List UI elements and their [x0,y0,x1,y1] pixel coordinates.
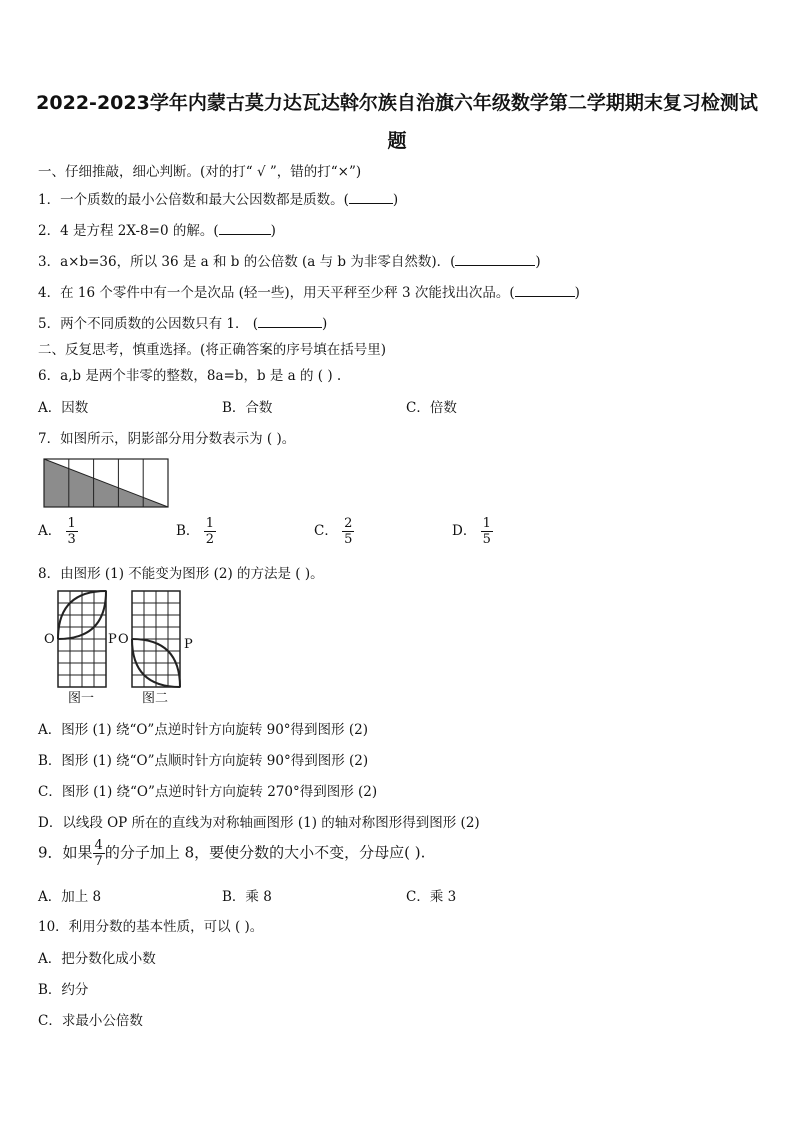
question-9: 9．如果 $\frac{4}{7}$ 的分子加上 8，要使分数的大小不变，分母应( ). [38,838,426,869]
q8-grid-figures [40,588,220,706]
q7-option-c[interactable]: C． $\frac{2}{5}$ [314,516,353,547]
question-4-text: 在 16 个零件中有一个是次品 (轻一些)，用天平秤至少秤 3 次能找出次品。( [60,285,515,301]
figure-2-caption: 图二 [142,691,169,706]
page-title: 2022-2023学年内蒙古莫力达瓦达斡尔族自治旗六年级数学第二学期期末复习检测试 [36,92,758,114]
answer-blank-2[interactable] [219,222,271,235]
question-5: 5．两个不同质数的公因数只有 1． ( ) [38,316,328,332]
section2-heading: 二、反复思考，慎重选择。(将正确答案的序号填在括号里) [38,342,387,358]
q7-shaded-rectangle-figure [42,457,172,509]
point-p-label-1: P [108,632,117,647]
question-1-number: 1． [38,192,61,208]
q7-option-b[interactable]: B． $\frac{1}{2}$ [176,516,214,547]
fraction: $\frac{1}{5}$ [482,516,491,547]
figure-1-grid [58,591,106,687]
q9-option-b[interactable]: B．乘 8 [222,889,272,905]
q8-option-b[interactable]: B．图形 (1) 绕“O”点顺时针方向旋转 90°得到图形 (2) [38,753,369,769]
section1-heading: 一、仔细推敲，细心判断。(对的打“ √ ”，错的打“×”) [38,164,362,180]
q6-option-b[interactable]: B．合数 [222,400,273,416]
answer-blank-5[interactable] [258,315,322,328]
q6-option-c[interactable]: C．倍数 [406,400,457,416]
q10-option-c[interactable]: C．求最小公倍数 [38,1013,143,1029]
point-o-label-2: O [118,632,129,647]
question-7: 7．如图所示，阴影部分用分数表示为 ( )。 [38,431,296,447]
fraction: $\frac{1}{2}$ [205,516,214,547]
question-10: 10．利用分数的基本性质，可以 ( )。 [38,919,264,935]
q6-option-a[interactable]: A．因数 [38,400,89,416]
question-2-text: 4 是方程 2X-8=0 的解。( [60,223,219,239]
question-5-text: 两个不同质数的公因数只有 1． ( [60,316,259,332]
fraction: $\frac{2}{5}$ [344,516,353,547]
point-p-label-2: P [184,637,193,652]
q7-option-d[interactable]: D． $\frac{1}{5}$ [452,516,491,547]
fraction: $\frac{1}{3}$ [67,516,76,547]
question-6: 6．a,b 是两个非零的整数，8a=b，b 是 a 的 ( ) . [38,368,342,384]
answer-blank-1[interactable] [349,191,393,204]
q7-option-a[interactable]: A． $\frac{1}{3}$ [38,516,76,547]
question-8: 8．由图形 (1) 不能变为图形 (2) 的方法是 ( )。 [38,566,324,582]
q9-option-c[interactable]: C．乘 3 [406,889,457,905]
page-title-continued: 题 [387,130,407,152]
figure-2-grid [132,591,180,687]
answer-blank-4[interactable] [515,284,575,297]
question-3: 3．a×b=36，所以 36 是 a 和 b 的公倍数 (a 与 b 为非零自然数)．( ) [38,254,541,270]
q9-option-a[interactable]: A．加上 8 [38,889,102,905]
q8-option-d[interactable]: D．以线段 OP 所在的直线为对称轴画图形 (1) 的轴对称图形得到图形 (2) [38,815,480,831]
q10-option-a[interactable]: A．把分数化成小数 [38,951,156,967]
question-1: 1．一个质数的最小公倍数和最大公因数都是质数。( ) [38,192,399,208]
question-3-text: a×b=36，所以 36 是 a 和 b 的公倍数 (a 与 b 为非零自然数)．( [60,254,456,270]
point-o-label-1: O [44,632,55,647]
q10-option-b[interactable]: B．约分 [38,982,89,998]
answer-blank-3[interactable] [455,253,535,266]
figure-1-caption: 图一 [68,691,95,706]
q8-option-a[interactable]: A．图形 (1) 绕“O”点逆时针方向旋转 90°得到图形 (2) [38,722,368,738]
q8-option-c[interactable]: C．图形 (1) 绕“O”点逆时针方向旋转 270°得到图形 (2) [38,784,378,800]
fraction-4-7: $\frac{4}{7}$ [94,838,103,869]
question-1-text: 一个质数的最小公倍数和最大公因数都是质数。( [60,192,349,208]
question-4: 4．在 16 个零件中有一个是次品 (轻一些)，用天平秤至少秤 3 次能找出次品。( ) [38,285,580,301]
question-2: 2．4 是方程 2X-8=0 的解。( ) [38,223,276,239]
